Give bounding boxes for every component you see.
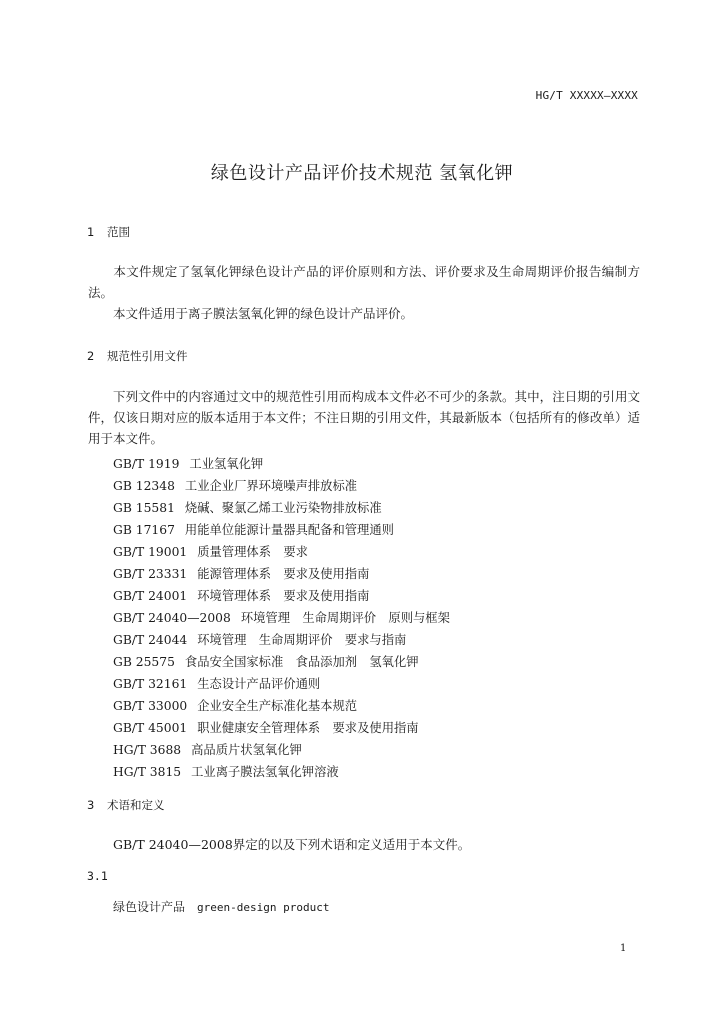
reference-item — [113, 673, 450, 695]
reference-item — [113, 607, 450, 629]
page-number: 1 — [620, 943, 627, 954]
reference-title: 环境管理 生命周期评价 原则与框架 — [240, 611, 450, 625]
reference-item — [113, 541, 450, 563]
section-number: 1 — [87, 225, 95, 239]
reference-code: GB 25575 — [113, 655, 175, 669]
reference-item — [113, 475, 450, 497]
reference-code: GB 15581 — [113, 501, 175, 515]
reference-title: 食品安全国家标准 食品添加剂 氢氧化钾 — [184, 655, 419, 669]
reference-title: 工业离子膜法氢氧化钾溶液 — [191, 765, 339, 779]
section-number: 2 — [87, 349, 95, 363]
reference-title: 环境管理 生命周期评价 要求与指南 — [197, 633, 407, 647]
reference-item — [113, 651, 450, 673]
section-heading-normative-references — [87, 348, 188, 364]
reference-code: GB/T 24044 — [113, 633, 188, 647]
reference-code: GB/T 1919 — [113, 457, 180, 471]
paragraph-text: 本文件规定了氢氧化钾绿色设计产品的评价原则和方法、评价要求及生命周期评价报告编制方法。 — [88, 264, 640, 300]
section-heading-terms-definitions — [87, 797, 165, 813]
reference-code: GB/T 32161 — [113, 677, 188, 691]
reference-code: GB 12348 — [113, 479, 175, 493]
reference-code: GB/T 33000 — [113, 699, 188, 713]
document-title: 绿色设计产品评价技术规范 氢氧化钾 — [210, 163, 514, 184]
term-chinese: 绿色设计产品 — [113, 900, 186, 914]
reference-code: GB 17167 — [113, 523, 175, 537]
reference-code: GB/T 19001 — [113, 545, 188, 559]
reference-title: 质量管理体系 要求 — [197, 545, 308, 559]
reference-code: HG/T 3688 — [113, 743, 182, 757]
section-title: 术语和定义 — [107, 798, 165, 812]
paragraph-text: 本文件适用于离子膜法氢氧化钾的绿色设计产品评价。 — [113, 306, 414, 321]
reference-item — [113, 761, 450, 783]
section-heading-scope — [87, 224, 130, 240]
section-title: 范围 — [107, 225, 130, 239]
reference-item — [113, 519, 450, 541]
reference-title: 用能单位能源计量器具配备和管理通则 — [184, 523, 394, 537]
reference-code: GB/T 24040—2008 — [113, 611, 231, 625]
reference-title: 烧碱、聚氯乙烯工业污染物排放标准 — [184, 501, 382, 515]
reference-item — [113, 717, 450, 739]
reference-item — [113, 629, 450, 651]
reference-code: GB/T 24001 — [113, 589, 188, 603]
paragraph-text: GB/T 24040—2008界定的以及下列术语和定义适用于本文件。 — [113, 837, 471, 852]
standard-code: HG/T XXXXX—XXXX — [535, 89, 638, 102]
scope-paragraph-1 — [88, 261, 640, 303]
reference-list — [113, 453, 450, 783]
reference-title: 职业健康安全管理体系 要求及使用指南 — [197, 721, 419, 735]
reference-title: 工业氢氧化钾 — [189, 457, 264, 471]
references-intro-paragraph — [88, 386, 640, 449]
scope-paragraph-2 — [88, 303, 640, 324]
reference-title: 环境管理体系 要求及使用指南 — [197, 589, 370, 603]
reference-item — [113, 585, 450, 607]
reference-title: 生态设计产品评价通则 — [197, 677, 321, 691]
subclause-number: 3.1 — [87, 869, 108, 883]
term-entry — [113, 898, 329, 915]
reference-title: 高品质片状氢氧化钾 — [191, 743, 302, 757]
section-number: 3 — [87, 798, 95, 812]
reference-code: GB/T 45001 — [113, 721, 188, 735]
term-english: green-design product — [197, 901, 330, 914]
reference-item — [113, 563, 450, 585]
reference-title: 能源管理体系 要求及使用指南 — [197, 567, 370, 581]
reference-title: 工业企业厂界环境噪声排放标准 — [184, 479, 358, 493]
reference-item — [113, 453, 450, 475]
paragraph-text: 下列文件中的内容通过文中的规范性引用而构成本文件必不可少的条款。其中，注日期的引用文件，仅该日期对应的版本适用于本文件；不注日期的引用文件，其最新版本（包括所有的修改单）适用于本文件。 — [88, 389, 640, 446]
reference-item — [113, 497, 450, 519]
reference-code: GB/T 23331 — [113, 567, 188, 581]
terms-intro-paragraph — [88, 834, 640, 855]
reference-item — [113, 739, 450, 761]
reference-code: HG/T 3815 — [113, 765, 182, 779]
reference-item — [113, 695, 450, 717]
section-title: 规范性引用文件 — [107, 349, 188, 363]
reference-title: 企业安全生产标准化基本规范 — [197, 699, 358, 713]
